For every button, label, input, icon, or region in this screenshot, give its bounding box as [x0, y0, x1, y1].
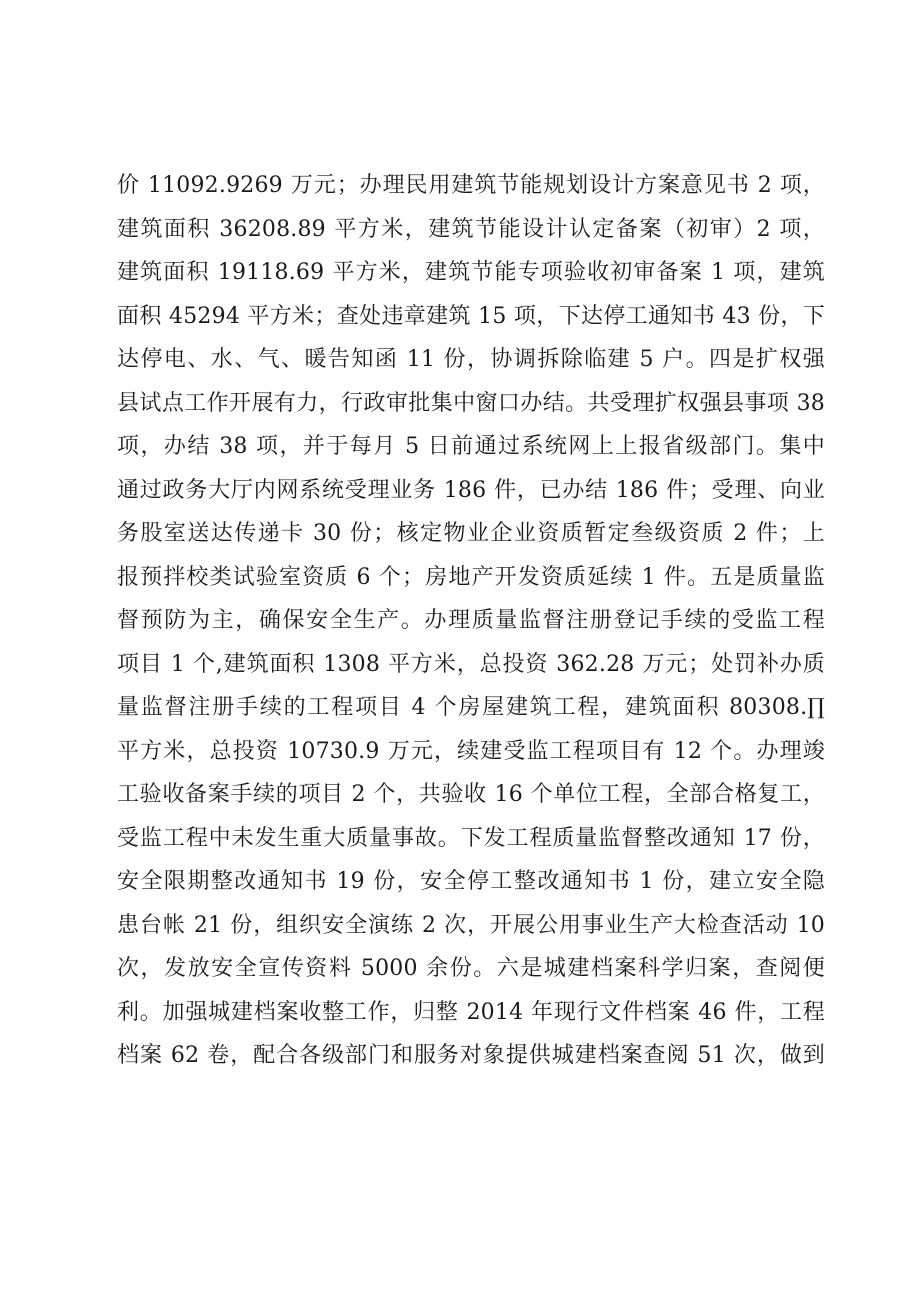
text-line: 量监督注册手续的工程项目 4 个房屋建筑工程，建筑面积 80308.∏ — [117, 695, 825, 720]
text-line: 县试点工作开展有力，行政审批集中窗口办结。共受理扩权强县事项 38 — [117, 390, 825, 416]
text-line: 次，发放安全宣传资料 5000 余份。六是城建档案科学归案，查阅便 — [117, 956, 825, 981]
text-line: 患台帐 21 份，组织安全演练 2 次，开展公用事业生产大检查活动 10 — [117, 912, 825, 938]
body-text — [117, 164, 825, 1078]
text-line: 工验收备案手续的项目 2 个，共验收 16 个单位工程，全部合格复工， — [117, 782, 825, 807]
text-line: 价 11092.9269 万元；办理民用建筑节能规划设计方案意见书 2 项， — [117, 173, 825, 198]
text-line: 项目 1 个,建筑面积 1308 平方米，总投资 362.28 万元；处罚补办质 — [117, 651, 825, 677]
text-line: 通过政务大厅内网系统受理业务 186 件，已办结 186 件；受理、向业 — [117, 477, 825, 503]
text-line: 档案 62 卷，配合各级部门和服务对象提供城建档案查阅 51 次，做到 — [117, 1043, 825, 1068]
text-line: 建筑面积 19118.69 平方米，建筑节能专项验收初审备案 1 项，建筑 — [117, 260, 825, 285]
text-line: 项，办结 38 项，并于每月 5 日前通过系统网上上报省级部门。集中 — [117, 434, 825, 459]
text-line: 督预防为主，确保安全生产。办理质量监督注册登记手续的受监工程 — [117, 608, 825, 633]
text-line: 建筑面积 36208.89 平方米，建筑节能设计认定备案（初审）2 项， — [117, 216, 825, 242]
text-line: 平方米，总投资 10730.9 万元，续建受监工程项目有 12 个。办理竣 — [117, 738, 825, 764]
text-line: 受监工程中未发生重大质量事故。下发工程质量监督整改通知 17 份， — [117, 825, 825, 851]
text-line: 面积 45294 平方米；查处违章建筑 15 项，下达停工通知书 43 份，下 — [117, 303, 825, 329]
text-line: 报预拌校类试验室资质 6 个；房地产开发资质延续 1 件。五是质量监 — [117, 564, 825, 590]
text-line: 达停电、水、气、暖告知函 11 份，协调拆除临建 5 户。四是扩权强 — [117, 347, 825, 372]
text-line: 利。加强城建档案收整工作，归整 2014 年现行文件档案 46 件，工程 — [117, 999, 825, 1025]
text-line: 安全限期整改通知书 19 份，安全停工整改通知书 1 份，建立安全隐 — [117, 869, 825, 894]
text-line: 务股室送达传递卡 30 份；核定物业企业资质暂定叁级资质 2 件；上 — [117, 521, 825, 546]
